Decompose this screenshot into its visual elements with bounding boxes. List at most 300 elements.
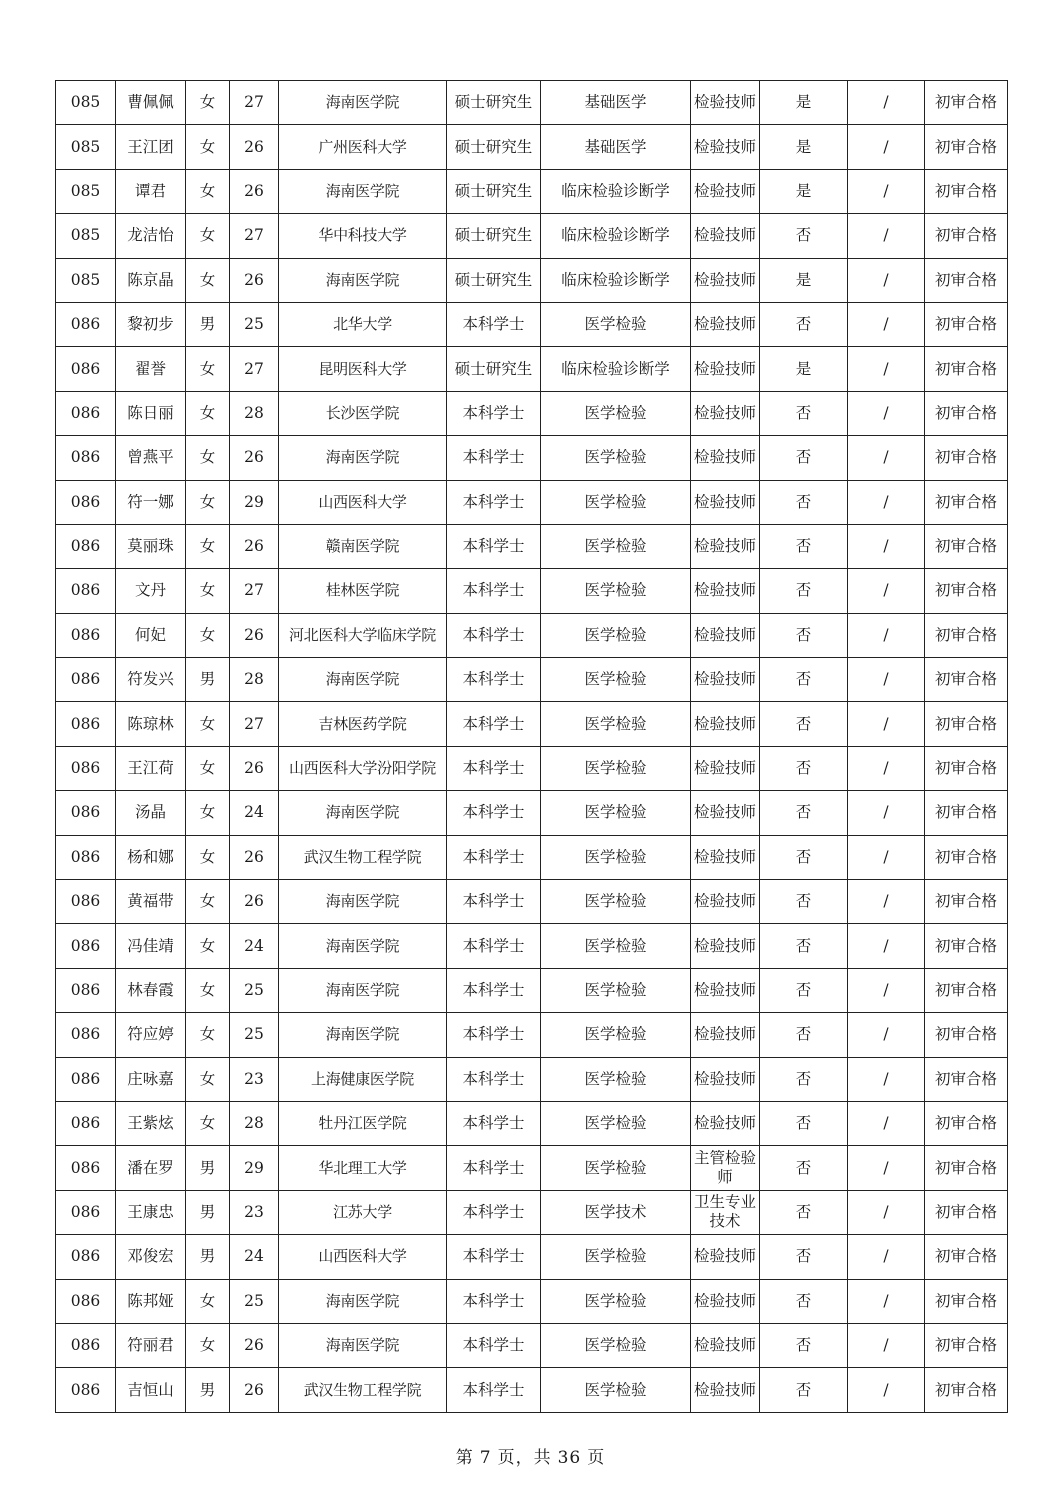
cell-gender: 女 (186, 524, 230, 568)
cell-qualification: 检验技师 (691, 791, 760, 835)
cell-review-result: 初审合格 (925, 480, 1008, 524)
cell-remark: / (848, 835, 925, 879)
cell-position-code: 086 (56, 702, 116, 746)
cell-remark: / (848, 1323, 925, 1367)
cell-major: 临床检验诊断学 (541, 169, 691, 213)
cell-position-code: 086 (56, 569, 116, 613)
cell-position-code: 086 (56, 1101, 116, 1145)
cell-degree: 硕士研究生 (447, 169, 541, 213)
cell-degree: 本科学士 (447, 613, 541, 657)
cell-age: 27 (230, 81, 279, 125)
cell-name: 莫丽珠 (116, 524, 186, 568)
cell-position-code: 086 (56, 524, 116, 568)
cell-school: 山西医科大学汾阳学院 (279, 746, 447, 790)
cell-school: 昆明医科大学 (279, 347, 447, 391)
cell-remark: / (848, 258, 925, 302)
cell-name: 陈琼林 (116, 702, 186, 746)
cell-gender: 女 (186, 391, 230, 435)
cell-gender: 女 (186, 81, 230, 125)
cell-name: 曾燕平 (116, 436, 186, 480)
cell-name: 翟誉 (116, 347, 186, 391)
footer-prefix: 第 (455, 1448, 474, 1468)
cell-gender: 女 (186, 125, 230, 169)
cell-school: 赣南医学院 (279, 524, 447, 568)
cell-age: 27 (230, 569, 279, 613)
cell-major: 医学检验 (541, 835, 691, 879)
cell-major: 临床检验诊断学 (541, 347, 691, 391)
cell-qualification: 检验技师 (691, 1368, 760, 1412)
cell-name: 何妃 (116, 613, 186, 657)
cell-major: 医学检验 (541, 436, 691, 480)
cell-gender: 男 (186, 1235, 230, 1279)
cell-qualification: 检验技师 (691, 125, 760, 169)
cell-position-code: 085 (56, 81, 116, 125)
cell-age: 26 (230, 835, 279, 879)
cell-qualification: 检验技师 (691, 436, 760, 480)
cell-age: 24 (230, 1235, 279, 1279)
cell-review-result: 初审合格 (925, 746, 1008, 790)
cell-qualification: 检验技师 (691, 613, 760, 657)
cell-major: 基础医学 (541, 125, 691, 169)
cell-degree: 本科学士 (447, 658, 541, 702)
cell-position-code: 086 (56, 658, 116, 702)
cell-major: 医学检验 (541, 524, 691, 568)
cell-remark: / (848, 613, 925, 657)
cell-degree: 本科学士 (447, 968, 541, 1012)
cell-name: 文丹 (116, 569, 186, 613)
cell-name: 冯佳靖 (116, 924, 186, 968)
cell-review-result: 初审合格 (925, 791, 1008, 835)
cell-degree: 硕士研究生 (447, 125, 541, 169)
cell-review-result: 初审合格 (925, 1013, 1008, 1057)
cell-qualification: 检验技师 (691, 81, 760, 125)
cell-name: 符一娜 (116, 480, 186, 524)
cell-remark: / (848, 1101, 925, 1145)
cell-remark: / (848, 658, 925, 702)
cell-review-result: 初审合格 (925, 613, 1008, 657)
table-row (56, 924, 1008, 968)
cell-remark: / (848, 1279, 925, 1323)
cell-remark: / (848, 391, 925, 435)
cell-age: 27 (230, 347, 279, 391)
cell-major: 医学检验 (541, 1235, 691, 1279)
cell-position-code: 086 (56, 791, 116, 835)
cell-remark: / (848, 214, 925, 258)
table-row (56, 524, 1008, 568)
cell-flag: 否 (760, 1101, 848, 1145)
cell-review-result: 初审合格 (925, 880, 1008, 924)
cell-review-result: 初审合格 (925, 658, 1008, 702)
cell-name: 陈日丽 (116, 391, 186, 435)
cell-major: 医学检验 (541, 391, 691, 435)
cell-gender: 女 (186, 1057, 230, 1101)
table-row (56, 835, 1008, 879)
cell-gender: 女 (186, 436, 230, 480)
cell-school: 海南医学院 (279, 1279, 447, 1323)
cell-qualification: 检验技师 (691, 524, 760, 568)
table-row (56, 436, 1008, 480)
cell-remark: / (848, 347, 925, 391)
cell-degree: 本科学士 (447, 702, 541, 746)
cell-position-code: 085 (56, 258, 116, 302)
cell-gender: 女 (186, 258, 230, 302)
cell-flag: 否 (760, 569, 848, 613)
table-row (56, 1101, 1008, 1145)
cell-school: 长沙医学院 (279, 391, 447, 435)
cell-major: 医学检验 (541, 924, 691, 968)
cell-review-result: 初审合格 (925, 81, 1008, 125)
cell-flag: 否 (760, 524, 848, 568)
cell-degree: 本科学士 (447, 1368, 541, 1412)
cell-name: 曹佩佩 (116, 81, 186, 125)
table-row (56, 1146, 1008, 1190)
cell-name: 陈邦娅 (116, 1279, 186, 1323)
table-row (56, 302, 1008, 346)
cell-qualification: 检验技师 (691, 391, 760, 435)
cell-gender: 女 (186, 746, 230, 790)
cell-major: 医学检验 (541, 968, 691, 1012)
cell-flag: 否 (760, 746, 848, 790)
cell-degree: 本科学士 (447, 791, 541, 835)
cell-school: 江苏大学 (279, 1190, 447, 1234)
cell-age: 28 (230, 1101, 279, 1145)
cell-qualification: 检验技师 (691, 480, 760, 524)
cell-major: 基础医学 (541, 81, 691, 125)
cell-school: 桂林医学院 (279, 569, 447, 613)
cell-flag: 否 (760, 1146, 848, 1190)
cell-gender: 女 (186, 835, 230, 879)
cell-school: 海南医学院 (279, 436, 447, 480)
cell-name: 吉恒山 (116, 1368, 186, 1412)
cell-major: 医学检验 (541, 791, 691, 835)
cell-review-result: 初审合格 (925, 702, 1008, 746)
cell-qualification: 检验技师 (691, 1235, 760, 1279)
table-row (56, 1235, 1008, 1279)
cell-degree: 本科学士 (447, 1190, 541, 1234)
cell-name: 龙洁怡 (116, 214, 186, 258)
cell-degree: 本科学士 (447, 1279, 541, 1323)
cell-flag: 是 (760, 125, 848, 169)
cell-remark: / (848, 1235, 925, 1279)
cell-flag: 否 (760, 613, 848, 657)
cell-position-code: 086 (56, 391, 116, 435)
cell-school: 北华大学 (279, 302, 447, 346)
cell-degree: 本科学士 (447, 1323, 541, 1367)
cell-name: 谭君 (116, 169, 186, 213)
cell-position-code: 086 (56, 1368, 116, 1412)
table-row (56, 258, 1008, 302)
cell-age: 28 (230, 391, 279, 435)
cell-flag: 否 (760, 924, 848, 968)
footer-total-pages: 36 (557, 1448, 582, 1468)
cell-qualification: 检验技师 (691, 258, 760, 302)
cell-name: 黎初步 (116, 302, 186, 346)
cell-qualification: 检验技师 (691, 1013, 760, 1057)
cell-review-result: 初审合格 (925, 1101, 1008, 1145)
cell-gender: 女 (186, 924, 230, 968)
cell-school: 牡丹江医学院 (279, 1101, 447, 1145)
cell-review-result: 初审合格 (925, 169, 1008, 213)
cell-gender: 男 (186, 1146, 230, 1190)
cell-position-code: 086 (56, 968, 116, 1012)
cell-gender: 男 (186, 1368, 230, 1412)
table-row (56, 480, 1008, 524)
cell-name: 符发兴 (116, 658, 186, 702)
cell-school: 海南医学院 (279, 791, 447, 835)
cell-gender: 女 (186, 214, 230, 258)
cell-remark: / (848, 125, 925, 169)
cell-degree: 本科学士 (447, 436, 541, 480)
cell-name: 陈京晶 (116, 258, 186, 302)
cell-remark: / (848, 1057, 925, 1101)
footer-middle: 页，共 (497, 1448, 552, 1468)
cell-remark: / (848, 524, 925, 568)
cell-major: 医学检验 (541, 1101, 691, 1145)
cell-gender: 女 (186, 347, 230, 391)
table-row (56, 169, 1008, 213)
cell-qualification: 检验技师 (691, 968, 760, 1012)
cell-remark: / (848, 480, 925, 524)
cell-position-code: 086 (56, 924, 116, 968)
cell-age: 25 (230, 1279, 279, 1323)
footer-suffix: 页 (587, 1448, 606, 1468)
cell-flag: 否 (760, 214, 848, 258)
cell-flag: 否 (760, 302, 848, 346)
applicant-table (55, 80, 1008, 1413)
cell-name: 符丽君 (116, 1323, 186, 1367)
cell-review-result: 初审合格 (925, 258, 1008, 302)
cell-gender: 女 (186, 880, 230, 924)
cell-age: 26 (230, 613, 279, 657)
cell-qualification: 检验技师 (691, 169, 760, 213)
cell-name: 邓俊宏 (116, 1235, 186, 1279)
cell-review-result: 初审合格 (925, 835, 1008, 879)
cell-flag: 否 (760, 1368, 848, 1412)
cell-name: 汤晶 (116, 791, 186, 835)
cell-position-code: 085 (56, 214, 116, 258)
cell-qualification: 卫生专业技术 (691, 1190, 760, 1234)
cell-degree: 本科学士 (447, 1235, 541, 1279)
cell-school: 海南医学院 (279, 924, 447, 968)
cell-school: 武汉生物工程学院 (279, 835, 447, 879)
cell-position-code: 085 (56, 125, 116, 169)
table-row (56, 569, 1008, 613)
table-row (56, 613, 1008, 657)
cell-position-code: 086 (56, 1323, 116, 1367)
cell-flag: 是 (760, 347, 848, 391)
cell-qualification: 检验技师 (691, 702, 760, 746)
cell-gender: 男 (186, 658, 230, 702)
cell-name: 符应婷 (116, 1013, 186, 1057)
cell-flag: 否 (760, 968, 848, 1012)
cell-degree: 本科学士 (447, 569, 541, 613)
cell-position-code: 086 (56, 436, 116, 480)
cell-flag: 否 (760, 658, 848, 702)
cell-qualification: 检验技师 (691, 214, 760, 258)
cell-qualification: 主管检验师 (691, 1146, 760, 1190)
cell-position-code: 086 (56, 613, 116, 657)
cell-major: 临床检验诊断学 (541, 214, 691, 258)
cell-major: 医学检验 (541, 1146, 691, 1190)
cell-age: 26 (230, 1323, 279, 1367)
cell-age: 26 (230, 436, 279, 480)
cell-flag: 否 (760, 702, 848, 746)
table-row (56, 125, 1008, 169)
cell-age: 26 (230, 125, 279, 169)
table-row (56, 347, 1008, 391)
cell-school: 海南医学院 (279, 1013, 447, 1057)
cell-position-code: 086 (56, 746, 116, 790)
cell-name: 林春霞 (116, 968, 186, 1012)
cell-age: 23 (230, 1057, 279, 1101)
cell-gender: 女 (186, 1279, 230, 1323)
footer-page-number: 7 (479, 1448, 492, 1468)
cell-major: 医学技术 (541, 1190, 691, 1234)
cell-major: 医学检验 (541, 658, 691, 702)
cell-remark: / (848, 169, 925, 213)
cell-position-code: 086 (56, 1146, 116, 1190)
cell-gender: 女 (186, 1013, 230, 1057)
cell-gender: 女 (186, 1101, 230, 1145)
cell-position-code: 086 (56, 1235, 116, 1279)
cell-age: 24 (230, 791, 279, 835)
cell-name: 黄福带 (116, 880, 186, 924)
cell-age: 25 (230, 302, 279, 346)
cell-review-result: 初审合格 (925, 347, 1008, 391)
cell-review-result: 初审合格 (925, 436, 1008, 480)
cell-age: 26 (230, 258, 279, 302)
cell-position-code: 086 (56, 302, 116, 346)
cell-age: 25 (230, 1013, 279, 1057)
cell-remark: / (848, 746, 925, 790)
cell-age: 26 (230, 1368, 279, 1412)
cell-name: 潘在罗 (116, 1146, 186, 1190)
cell-qualification: 检验技师 (691, 569, 760, 613)
cell-position-code: 086 (56, 1190, 116, 1234)
cell-remark: / (848, 702, 925, 746)
cell-flag: 是 (760, 169, 848, 213)
cell-position-code: 086 (56, 347, 116, 391)
cell-major: 医学检验 (541, 1323, 691, 1367)
cell-major: 医学检验 (541, 1013, 691, 1057)
cell-school: 河北医科大学临床学院 (279, 613, 447, 657)
cell-flag: 否 (760, 1190, 848, 1234)
cell-major: 医学检验 (541, 1279, 691, 1323)
cell-flag: 否 (760, 436, 848, 480)
table-row (56, 1057, 1008, 1101)
cell-remark: / (848, 81, 925, 125)
table-row (56, 1368, 1008, 1412)
cell-degree: 本科学士 (447, 524, 541, 568)
cell-school: 吉林医药学院 (279, 702, 447, 746)
cell-major: 医学检验 (541, 569, 691, 613)
cell-qualification: 检验技师 (691, 1323, 760, 1367)
cell-remark: / (848, 1190, 925, 1234)
cell-review-result: 初审合格 (925, 1323, 1008, 1367)
cell-qualification: 检验技师 (691, 1279, 760, 1323)
cell-review-result: 初审合格 (925, 391, 1008, 435)
cell-age: 23 (230, 1190, 279, 1234)
table-row (56, 1279, 1008, 1323)
table-row (56, 968, 1008, 1012)
cell-remark: / (848, 968, 925, 1012)
cell-major: 医学检验 (541, 746, 691, 790)
cell-remark: / (848, 791, 925, 835)
cell-degree: 本科学士 (447, 924, 541, 968)
cell-position-code: 086 (56, 880, 116, 924)
cell-remark: / (848, 569, 925, 613)
cell-remark: / (848, 924, 925, 968)
cell-name: 王江荷 (116, 746, 186, 790)
cell-age: 24 (230, 924, 279, 968)
cell-flag: 否 (760, 391, 848, 435)
cell-age: 26 (230, 746, 279, 790)
cell-gender: 女 (186, 702, 230, 746)
cell-flag: 否 (760, 1279, 848, 1323)
cell-school: 海南医学院 (279, 258, 447, 302)
cell-school: 山西医科大学 (279, 1235, 447, 1279)
cell-position-code: 086 (56, 1057, 116, 1101)
cell-review-result: 初审合格 (925, 1057, 1008, 1101)
cell-major: 医学检验 (541, 1368, 691, 1412)
cell-school: 海南医学院 (279, 968, 447, 1012)
table-row (56, 658, 1008, 702)
cell-degree: 本科学士 (447, 1013, 541, 1057)
cell-review-result: 初审合格 (925, 524, 1008, 568)
cell-age: 26 (230, 524, 279, 568)
cell-degree: 本科学士 (447, 1101, 541, 1145)
cell-degree: 本科学士 (447, 835, 541, 879)
cell-major: 医学检验 (541, 880, 691, 924)
cell-age: 29 (230, 480, 279, 524)
cell-position-code: 086 (56, 1279, 116, 1323)
cell-degree: 硕士研究生 (447, 347, 541, 391)
cell-qualification: 检验技师 (691, 1057, 760, 1101)
cell-review-result: 初审合格 (925, 1368, 1008, 1412)
table-row (56, 214, 1008, 258)
cell-school: 海南医学院 (279, 169, 447, 213)
cell-gender: 女 (186, 613, 230, 657)
cell-major: 医学检验 (541, 480, 691, 524)
cell-degree: 硕士研究生 (447, 258, 541, 302)
cell-flag: 是 (760, 258, 848, 302)
page-footer (0, 1443, 1061, 1468)
cell-age: 26 (230, 880, 279, 924)
cell-school: 华中科技大学 (279, 214, 447, 258)
cell-degree: 硕士研究生 (447, 81, 541, 125)
cell-school: 武汉生物工程学院 (279, 1368, 447, 1412)
table-row (56, 880, 1008, 924)
cell-qualification: 检验技师 (691, 1101, 760, 1145)
cell-gender: 男 (186, 1190, 230, 1234)
cell-flag: 否 (760, 480, 848, 524)
cell-qualification: 检验技师 (691, 880, 760, 924)
cell-remark: / (848, 436, 925, 480)
cell-flag: 否 (760, 791, 848, 835)
table-row (56, 1190, 1008, 1234)
cell-review-result: 初审合格 (925, 1235, 1008, 1279)
table-row (56, 391, 1008, 435)
cell-gender: 女 (186, 169, 230, 213)
cell-remark: / (848, 880, 925, 924)
cell-qualification: 检验技师 (691, 746, 760, 790)
cell-age: 25 (230, 968, 279, 1012)
cell-position-code: 086 (56, 1013, 116, 1057)
cell-remark: / (848, 1013, 925, 1057)
cell-age: 29 (230, 1146, 279, 1190)
cell-school: 海南医学院 (279, 1323, 447, 1367)
cell-qualification: 检验技师 (691, 924, 760, 968)
